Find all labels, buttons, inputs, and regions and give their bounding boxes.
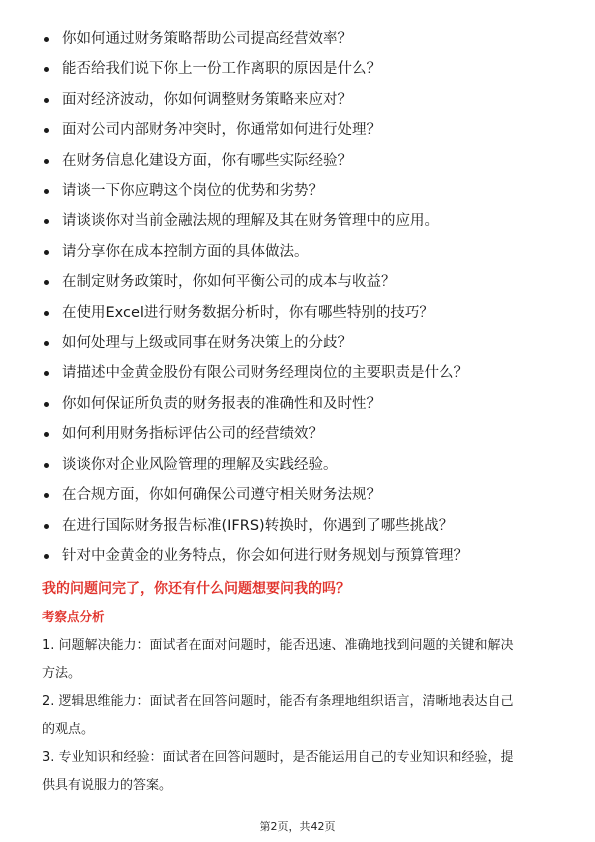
question-item: 在财务信息化建设方面，你有哪些实际经验？: [42, 146, 555, 176]
question-item: 谈谈你对企业风险管理的理解及实践经验。: [42, 450, 555, 480]
question-item: 面对经济波动，你如何调整财务策略来应对？: [42, 85, 555, 115]
question-item: 如何处理与上级或同事在财务决策上的分歧？: [42, 328, 555, 358]
analysis-point-line: 方法。: [42, 666, 82, 682]
question-item: 在使用Excel进行财务数据分析时，你有哪些特别的技巧？: [42, 298, 555, 328]
question-item: 你如何通过财务策略帮助公司提高经营效率？: [42, 24, 555, 54]
question-item: 在制定财务政策时，你如何平衡公司的成本与收益？: [42, 267, 555, 297]
analysis-point-line: 供具有说服力的答案。: [42, 778, 173, 794]
analysis-point-line: 3. 专业知识和经验：面试者在回答问题时，是否能运用自己的专业知识和经验，提: [42, 750, 514, 766]
closing-question: 我的问题问完了，你还有什么问题想要问我的吗？: [42, 581, 350, 598]
question-item: 你如何保证所负责的财务报表的准确性和及时性？: [42, 389, 555, 419]
question-item: 请谈谈你对当前金融法规的理解及其在财务管理中的应用。: [42, 206, 555, 236]
question-item: 针对中金黄金的业务特点，你会如何进行财务规划与预算管理？: [42, 541, 555, 571]
analysis-points: [42, 632, 555, 800]
question-list: [42, 24, 555, 571]
analysis-title: 考察点分析: [42, 609, 105, 625]
analysis-point-line: 1. 问题解决能力：面试者在面对问题时，能否迅速、准确地找到问题的关键和解决: [42, 638, 514, 654]
question-item: 在合规方面，你如何确保公司遵守相关财务法规？: [42, 480, 555, 510]
question-item: 请分享你在成本控制方面的具体做法。: [42, 237, 555, 267]
analysis-point-line: 的观点。: [42, 722, 95, 738]
page-footer: 第2页，共42页: [259, 820, 336, 833]
question-item: 请描述中金黄金股份有限公司财务经理岗位的主要职责是什么？: [42, 358, 555, 388]
question-item: 如何利用财务指标评估公司的经营绩效？: [42, 419, 555, 449]
question-item: 能否给我们说下你上一份工作离职的原因是什么？: [42, 54, 555, 84]
analysis-point-line: 2. 逻辑思维能力：面试者在回答问题时，能否有条理地组织语言，清晰地表达自己: [42, 694, 514, 710]
question-item: 请谈一下你应聘这个岗位的优势和劣势？: [42, 176, 555, 206]
question-item: 在进行国际财务报告标准(IFRS)转换时，你遇到了哪些挑战？: [42, 511, 555, 541]
question-item: 面对公司内部财务冲突时，你通常如何进行处理？: [42, 115, 555, 145]
